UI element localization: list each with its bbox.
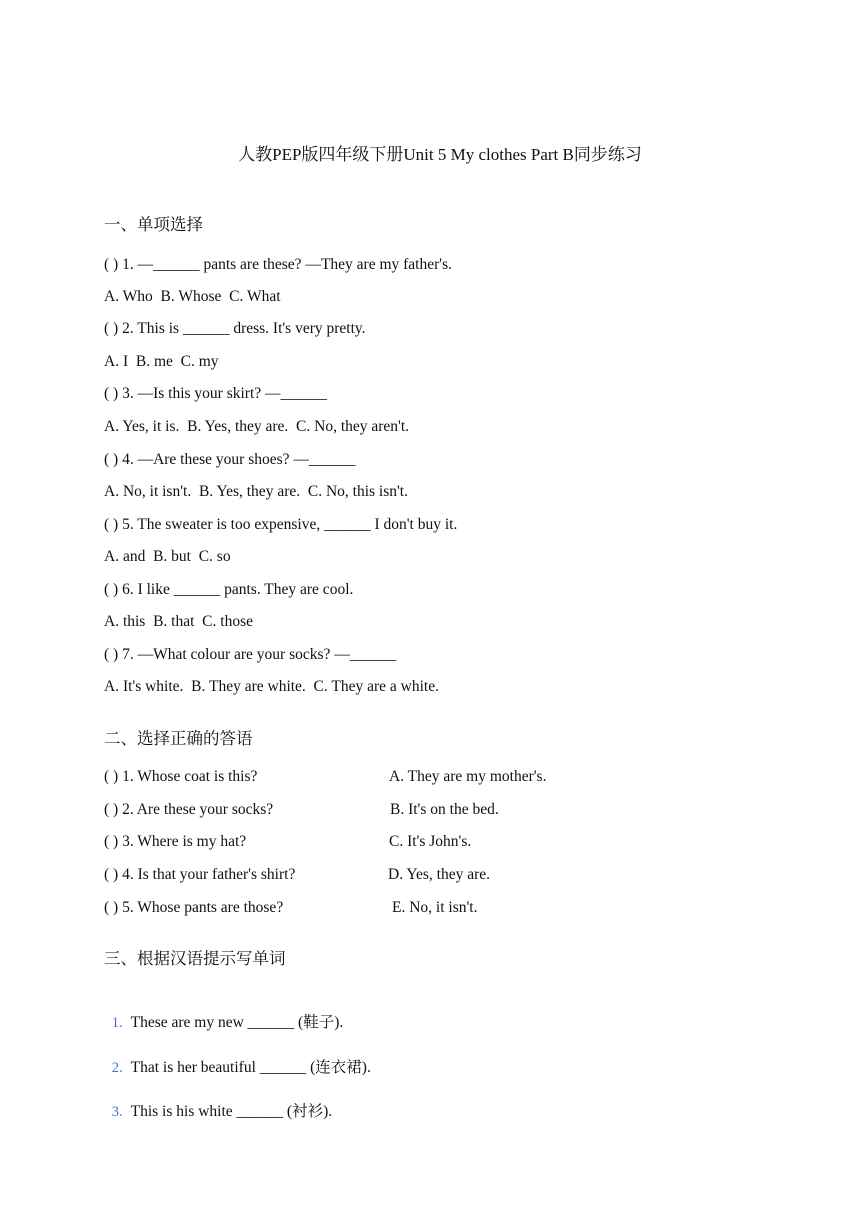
question-1: ( ) 1. —______ pants are these? —They are my father's. — [104, 256, 452, 273]
options-1: A. Who B. Whose C. What — [104, 288, 281, 305]
question-3: ( ) 3. —Is this your skirt? —______ — [104, 385, 328, 402]
match-answer-d: D. Yes, they are. — [388, 866, 491, 883]
match-answer-c: C. It's John's. — [389, 833, 472, 850]
fill-item-2 — [104, 1038, 371, 1078]
match-question-1: ( ) 1. Whose coat is this? — [104, 768, 258, 785]
section-heading-matching: 二、选择正确的答语 — [104, 729, 253, 748]
match-question-5: ( ) 5. Whose pants are those? — [104, 899, 284, 916]
section-heading-write-words: 三、根据汉语提示写单词 — [104, 949, 286, 968]
fill-item-1 — [104, 993, 343, 1033]
options-5: A. and B. but C. so — [104, 548, 231, 565]
options-2: A. I B. me C. my — [104, 353, 219, 370]
match-answer-e: E. No, it isn't. — [392, 899, 478, 916]
question-4: ( ) 4. —Are these your shoes? —______ — [104, 451, 356, 468]
match-question-4: ( ) 4. Is that your father's shirt? — [104, 866, 296, 883]
list-number: 3. — [111, 1104, 123, 1120]
question-5: ( ) 5. The sweater is too expensive, ______ I don't buy it. — [104, 516, 458, 533]
fill-item-text: These are my new ______ (鞋子). — [130, 1014, 344, 1031]
section-heading-single-choice: 一、单项选择 — [104, 215, 203, 234]
fill-item-3 — [104, 1082, 332, 1122]
question-6: ( ) 6. I like ______ pants. They are cool. — [104, 581, 354, 598]
options-7: A. It's white. B. They are white. C. They are a white. — [104, 678, 439, 695]
list-number: 2. — [111, 1060, 123, 1076]
match-question-3: ( ) 3. Where is my hat? — [104, 833, 247, 850]
page-title: 人教PEP版四年级下册Unit 5 My clothes Part B同步练习 — [238, 145, 642, 164]
options-3: A. Yes, it is. B. Yes, they are. C. No, they aren't. — [104, 418, 410, 435]
question-7: ( ) 7. —What colour are your socks? —______ — [104, 646, 397, 663]
fill-item-text: This is his white ______ (衬衫). — [130, 1103, 333, 1120]
question-2: ( ) 2. This is ______ dress. It's very pretty. — [104, 320, 366, 337]
fill-item-text: That is her beautiful ______ (连衣裙). — [130, 1059, 371, 1076]
match-question-2: ( ) 2. Are these your socks? — [104, 801, 274, 818]
options-6: A. this B. that C. those — [104, 613, 253, 630]
list-number: 1. — [111, 1015, 123, 1031]
options-4: A. No, it isn't. B. Yes, they are. C. No, this isn't. — [104, 483, 408, 500]
match-answer-b: B. It's on the bed. — [390, 801, 499, 818]
match-answer-a: A. They are my mother's. — [389, 768, 547, 785]
